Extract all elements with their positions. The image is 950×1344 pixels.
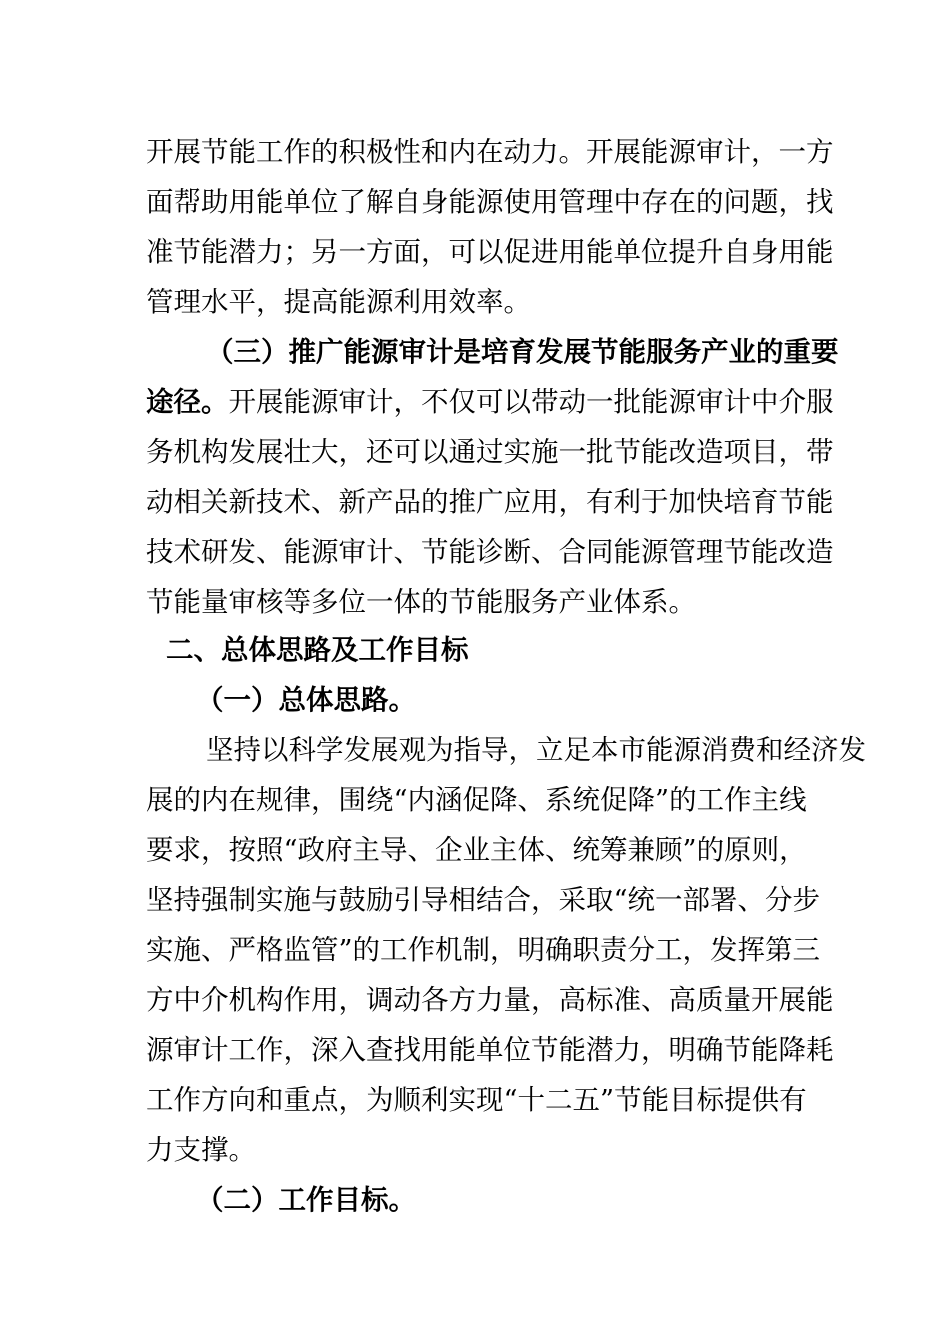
paragraph-line: 节能量审核等多位一体的节能服务产业体系。 — [146, 586, 696, 618]
paragraph-line: 务机构发展壮大，还可以通过实施一批节能改造项目，带 — [146, 436, 834, 468]
paragraph-line: 工作方向和重点，为顺利实现“十二五”节能目标提供有 — [146, 1084, 807, 1116]
paragraph-text: 开展能源审计，不仅可以带动一批能源审计中介服 — [228, 386, 834, 418]
paragraph-line: 力支撑。 — [146, 1134, 256, 1166]
paragraph-line: 动相关新技术、新产品的推广应用，有利于加快培育节能 — [146, 486, 834, 518]
paragraph-line: 管理水平，提高能源利用效率。 — [146, 286, 531, 318]
paragraph-line: 实施、严格监管”的工作机制，明确职责分工，发挥第三 — [146, 934, 821, 966]
paragraph-line: 要求，按照“政府主导、企业主体、统筹兼顾”的原则， — [146, 834, 807, 866]
paragraph-line: 准节能潜力；另一方面，可以促进用能单位提升自身用能 — [146, 236, 834, 268]
chapter-heading: 二、总体思路及工作目标 — [166, 634, 469, 666]
paragraph-line: 技术研发、能源审计、节能诊断、合同能源管理节能改造 — [146, 536, 834, 568]
paragraph-line: 坚持以科学发展观为指导，立足本市能源消费和经济发 — [206, 734, 866, 766]
section-heading-3-end: 途径。 — [146, 386, 229, 418]
section-heading-3: （三）推广能源审计是培育发展节能服务产业的重要 — [206, 336, 839, 368]
paragraph-line-mixed — [146, 386, 834, 418]
paragraph-line: 面帮助用能单位了解自身能源使用管理中存在的问题，找 — [146, 186, 834, 218]
paragraph-line: 展的内在规律，围绕“内涵促降、系统促降”的工作主线 — [146, 784, 807, 816]
paragraph-line: 方中介机构作用，调动各方力量，高标准、高质量开展能 — [146, 984, 834, 1016]
paragraph-line: 源审计工作，深入查找用能单位节能潜力，明确节能降耗 — [146, 1034, 834, 1066]
sub-heading-1: （一）总体思路。 — [196, 684, 416, 716]
sub-heading-2: （二）工作目标。 — [196, 1184, 416, 1216]
paragraph-line: 坚持强制实施与鼓励引导相结合，采取“统一部署、分步 — [146, 884, 821, 916]
paragraph-line: 开展节能工作的积极性和内在动力。开展能源审计，一方 — [146, 136, 834, 168]
